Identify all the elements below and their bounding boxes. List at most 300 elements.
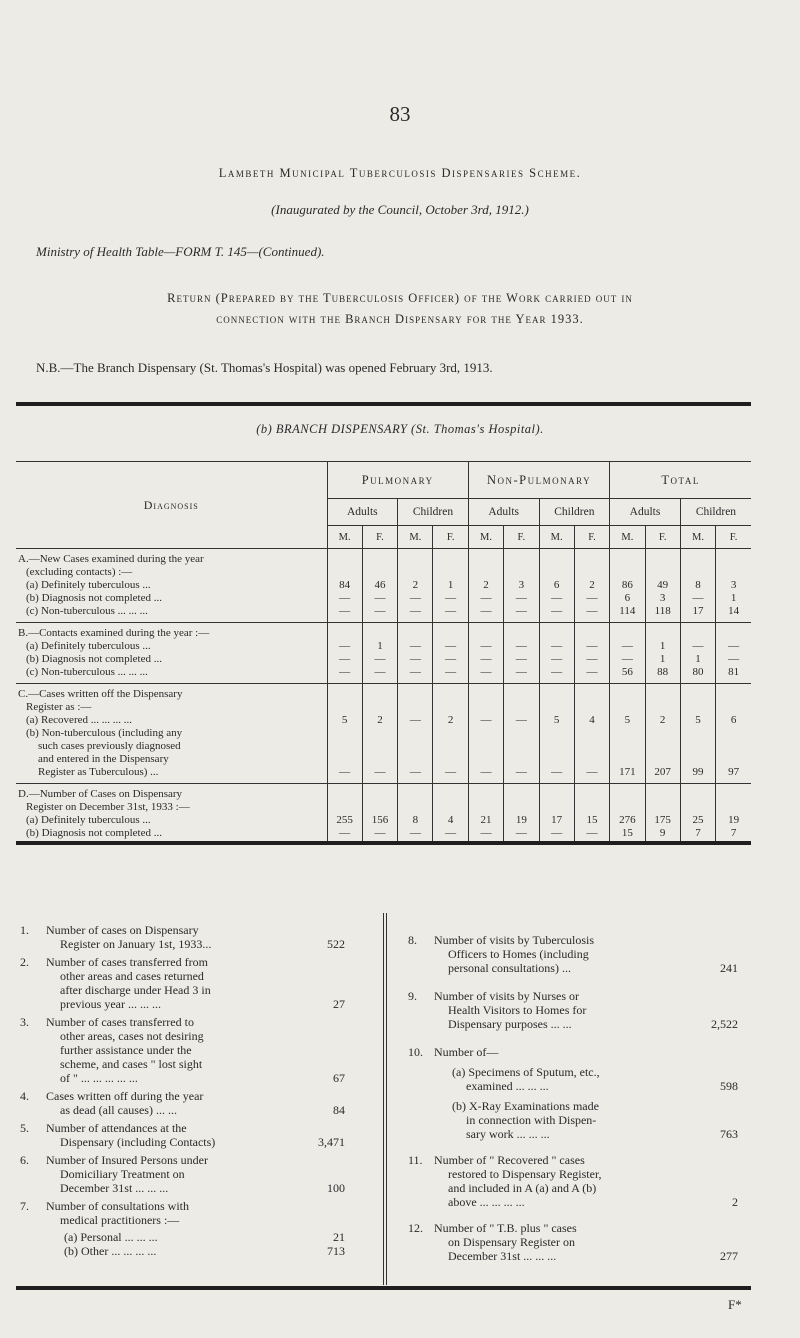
group-header-pulmonary: Pulmonary (327, 462, 468, 499)
subgroup-header: Adults (327, 499, 398, 526)
cell-value: 4 (589, 714, 595, 726)
value-cell (468, 666, 503, 684)
cell-value: — (374, 653, 386, 665)
cell-value: 5 (695, 714, 701, 726)
item-text: Number of cases transferred to (46, 1015, 194, 1029)
cell-value: 8 (412, 814, 419, 826)
document-title: Lambeth Municipal Tuberculosis Dispensaries Scheme. (218, 166, 582, 180)
item-number: 10. (408, 1045, 423, 1059)
item-number: 6. (20, 1153, 29, 1167)
cell-value: — (551, 827, 563, 839)
cell-value: 2 (659, 714, 666, 726)
value-cell (610, 623, 645, 654)
item-text: as dead (all causes) ... ... (60, 1103, 177, 1117)
value-cell (504, 727, 539, 784)
value-cell (504, 549, 539, 593)
cell-value: — (445, 653, 457, 665)
item-text: Number of " T.B. plus " cases (434, 1221, 577, 1235)
value-cell (468, 605, 503, 623)
item-number: 4. (20, 1089, 29, 1103)
summary-item (20, 1199, 370, 1227)
value-cell (716, 727, 751, 784)
cell-value: — (728, 653, 740, 665)
value-cell (610, 653, 645, 666)
row-label-cell (16, 623, 327, 654)
table-row (16, 684, 751, 728)
item-text: of " ... ... ... ... ... (60, 1071, 138, 1085)
cell-value: — (515, 714, 527, 726)
cell-value: — (374, 827, 386, 839)
value-cell (716, 684, 751, 728)
table-row (16, 784, 751, 828)
cell-value: 1 (730, 592, 737, 604)
cell-value: — (480, 605, 492, 617)
value-cell (398, 549, 433, 593)
value-cell (398, 827, 433, 843)
item-text: examined ... ... ... (466, 1079, 549, 1093)
item-text: personal consultations) ... (448, 961, 571, 975)
cell-value: — (339, 640, 351, 652)
value-cell (433, 605, 468, 623)
value-cell (574, 592, 609, 605)
table-row (16, 666, 751, 684)
cell-value: 276 (619, 814, 636, 826)
cell-value: 3 (518, 579, 525, 591)
item-text: above ... ... ... ... (448, 1195, 525, 1209)
sex-header: M. (539, 526, 574, 549)
bottom-rule (16, 1286, 751, 1290)
value-cell (645, 684, 680, 728)
value-cell (327, 549, 362, 593)
summary-item (20, 1153, 370, 1195)
value-cell (574, 827, 609, 843)
item-text: Domiciliary Treatment on (60, 1167, 185, 1181)
cell-value: — (480, 827, 492, 839)
cell-value: 1 (659, 653, 666, 665)
item-text: Health Visitors to Homes for (448, 1003, 587, 1017)
value-cell (327, 623, 362, 654)
item-value: 100 (327, 1181, 345, 1195)
cell-value: — (692, 640, 704, 652)
cell-value: 3 (730, 579, 737, 591)
item-text: (b) X-Ray Examinations made (452, 1099, 599, 1113)
value-cell (468, 592, 503, 605)
cell-value: — (409, 714, 421, 726)
cell-value: 17 (692, 605, 704, 617)
row-label-cell (16, 549, 327, 593)
cell-value: 118 (654, 605, 671, 617)
section-heading: A.—New Cases examined during the year (18, 553, 204, 565)
item-text: Number of cases on Dispensary (46, 923, 199, 937)
value-cell (539, 623, 574, 654)
value-cell (327, 784, 362, 828)
cell-value: — (409, 640, 421, 652)
value-cell (433, 827, 468, 843)
summary-item (408, 1221, 748, 1263)
item-number: 7. (20, 1199, 29, 1213)
value-cell (574, 605, 609, 623)
summary-item (20, 1230, 370, 1244)
item-value: 763 (720, 1127, 738, 1141)
item-text: December 31st ... ... ... (60, 1181, 169, 1195)
value-cell (645, 827, 680, 843)
value-cell (539, 592, 574, 605)
item-value: 2 (732, 1195, 738, 1209)
row-label: (a) Definitely tuberculous ... (26, 814, 151, 826)
value-cell (398, 592, 433, 605)
value-cell (645, 727, 680, 784)
cell-value: 1 (377, 640, 383, 652)
cell-value: — (515, 605, 527, 617)
cell-value: — (445, 666, 457, 678)
value-cell (680, 549, 715, 593)
cell-value: — (374, 666, 386, 678)
value-cell (610, 666, 645, 684)
top-rule (16, 402, 751, 406)
cell-value: 255 (336, 814, 353, 826)
cell-value: 2 (377, 714, 383, 726)
item-text: sary work ... ... ... (466, 1127, 550, 1141)
item-value: 84 (333, 1103, 345, 1117)
summary-item (20, 1089, 370, 1117)
row-label-cell (16, 666, 327, 684)
cell-value: — (374, 592, 386, 604)
sex-header: F. (362, 526, 397, 549)
value-cell (362, 653, 397, 666)
value-cell (539, 653, 574, 666)
value-cell (433, 666, 468, 684)
value-cell (433, 653, 468, 666)
summary-item (408, 933, 748, 975)
cell-value: 14 (728, 605, 740, 617)
sex-header: F. (433, 526, 468, 549)
value-cell (398, 684, 433, 728)
row-label: and entered in the Dispensary (38, 753, 169, 765)
item-number: 11. (408, 1153, 423, 1167)
value-cell (539, 549, 574, 593)
cell-value: 80 (692, 666, 704, 678)
value-cell (504, 666, 539, 684)
value-cell (362, 827, 397, 843)
cell-value: — (374, 605, 386, 617)
item-text: Register on January 1st, 1933... (60, 937, 212, 951)
cell-value: 1 (447, 579, 454, 591)
value-cell (504, 653, 539, 666)
cell-value: — (515, 640, 527, 652)
cell-value: — (621, 653, 633, 665)
cell-value: 5 (553, 714, 560, 726)
cell-value: 97 (728, 766, 740, 778)
value-cell (398, 605, 433, 623)
cell-value: — (586, 827, 598, 839)
item-text: Number of attendances at the (46, 1121, 187, 1135)
item-text: restored to Dispensary Register, (448, 1167, 602, 1181)
value-cell (539, 666, 574, 684)
table-body (16, 549, 751, 844)
value-cell (680, 727, 715, 784)
value-cell (610, 549, 645, 593)
value-cell (539, 605, 574, 623)
section-heading: D.—Number of Cases on Dispensary (18, 788, 183, 800)
cell-value: — (515, 592, 527, 604)
cell-value: — (480, 640, 492, 652)
cell-value: 7 (730, 827, 737, 839)
row-label-cell (16, 727, 327, 784)
item-text: Dispensary purposes ... ... (448, 1017, 572, 1031)
cell-value: — (692, 592, 704, 604)
item-text: scheme, and cases " lost sight (60, 1057, 203, 1071)
cell-value: 6 (730, 714, 737, 726)
value-cell (680, 653, 715, 666)
item-text: on Dispensary Register on (448, 1235, 575, 1249)
cell-value: — (586, 653, 598, 665)
value-cell (398, 623, 433, 654)
row-label-cell (16, 653, 327, 666)
value-cell (680, 827, 715, 843)
item-value: 277 (720, 1249, 738, 1263)
subgroup-header: Children (398, 499, 469, 526)
cell-value: 19 (515, 814, 527, 826)
cell-value: 6 (553, 579, 560, 591)
item-text: Number of— (434, 1045, 499, 1059)
value-cell (362, 666, 397, 684)
item-number: 9. (408, 989, 417, 1003)
value-cell (362, 684, 397, 728)
item-number: 3. (20, 1015, 29, 1029)
section-heading: Register as :— (26, 701, 92, 713)
item-number: 8. (408, 933, 417, 947)
value-cell (504, 592, 539, 605)
value-cell (610, 592, 645, 605)
cell-value: — (480, 714, 492, 726)
value-cell (468, 549, 503, 593)
cell-value: 19 (728, 814, 740, 826)
cell-value: — (339, 766, 351, 778)
value-cell (362, 592, 397, 605)
value-cell (680, 784, 715, 828)
value-cell (327, 827, 362, 843)
row-label: Register as Tuberculous) ... (38, 766, 159, 778)
row-label: (b) Diagnosis not completed ... (26, 592, 162, 604)
value-cell (539, 784, 574, 828)
item-text: Dispensary (including Contacts) (60, 1135, 216, 1149)
value-cell (574, 784, 609, 828)
value-cell (716, 549, 751, 593)
value-cell (504, 605, 539, 623)
item-text: other areas and cases returned (60, 969, 204, 983)
table-subtitle: (b) BRANCH DISPENSARY (St. Thomas's Hospital). (256, 422, 544, 436)
section-heading: Register on December 31st, 1933 :— (26, 801, 190, 813)
cell-value: 46 (374, 579, 386, 591)
value-cell (680, 684, 715, 728)
item-text: Number of cases transferred from (46, 955, 208, 969)
item-text: previous year ... ... ... (60, 997, 161, 1011)
row-label: (a) Definitely tuberculous ... (26, 640, 151, 652)
cell-value: 2 (589, 579, 595, 591)
value-cell (680, 605, 715, 623)
value-cell (468, 827, 503, 843)
summary-item (20, 1015, 370, 1085)
table-row (16, 592, 751, 605)
cell-value: — (621, 640, 633, 652)
cell-value: 171 (619, 766, 636, 778)
cell-value: — (445, 640, 457, 652)
row-label-cell (16, 592, 327, 605)
item-text: Number of consultations with (46, 1199, 189, 1213)
cell-value: — (551, 640, 563, 652)
item-value: 67 (333, 1071, 345, 1085)
item-text: Number of visits by Nurses or (434, 989, 579, 1003)
value-cell (362, 623, 397, 654)
value-cell (504, 784, 539, 828)
item-text: after discharge under Head 3 in (60, 983, 211, 997)
cell-value: — (445, 827, 457, 839)
item-value: 3,471 (318, 1135, 345, 1149)
item-value: 2,522 (711, 1017, 738, 1031)
cell-value: 4 (447, 814, 454, 826)
value-cell (716, 605, 751, 623)
ministry-table-reference: Ministry of Health Table—FORM T. 145—(Continued). (36, 244, 325, 259)
value-cell (574, 727, 609, 784)
group-header-total: Total (610, 462, 751, 499)
value-cell (574, 666, 609, 684)
row-label-cell (16, 684, 327, 728)
summary-footer (16, 913, 751, 1287)
value-cell (645, 549, 680, 593)
value-cell (716, 784, 751, 828)
cell-value: 2 (447, 714, 454, 726)
value-cell (539, 727, 574, 784)
item-text: Number of " Recovered " cases (434, 1153, 585, 1167)
subgroup-header: Adults (468, 499, 539, 526)
cell-value: — (551, 653, 563, 665)
summary-item (20, 1244, 370, 1258)
value-cell (327, 727, 362, 784)
cell-value: — (409, 592, 421, 604)
table-row (16, 827, 751, 843)
cell-value: — (515, 827, 527, 839)
summary-item (20, 955, 370, 1011)
value-cell (433, 784, 468, 828)
value-cell (645, 592, 680, 605)
signature-mark: F* (728, 1297, 742, 1312)
cell-value: 8 (695, 579, 701, 591)
cell-value: — (728, 640, 740, 652)
cell-value: 2 (483, 579, 489, 591)
cell-value: 6 (624, 592, 631, 604)
item-value: 21 (333, 1230, 345, 1244)
value-cell (680, 623, 715, 654)
summary-item (408, 1153, 748, 1209)
value-cell (680, 666, 715, 684)
item-text: (a) Personal ... ... ... (64, 1230, 158, 1244)
value-cell (362, 727, 397, 784)
sex-header: M. (398, 526, 433, 549)
summary-item (408, 989, 748, 1031)
value-cell (610, 684, 645, 728)
diagnosis-table (16, 461, 751, 845)
item-value: 713 (327, 1244, 345, 1258)
row-label: (a) Definitely tuberculous ... (26, 579, 151, 591)
value-cell (645, 605, 680, 623)
table-row (16, 549, 751, 593)
cell-value: — (480, 766, 492, 778)
cell-value: 1 (659, 640, 666, 652)
footer-column-divider (383, 913, 387, 1285)
cell-value: 49 (657, 579, 669, 591)
page-number: 83 (389, 102, 411, 126)
value-cell (716, 653, 751, 666)
row-label: (b) Non-tuberculous (including any (26, 727, 183, 739)
cell-value: — (515, 666, 527, 678)
cell-value: — (409, 605, 421, 617)
value-cell (398, 666, 433, 684)
value-cell (327, 666, 362, 684)
value-cell (574, 549, 609, 593)
item-text: December 31st ... ... ... (448, 1249, 557, 1263)
cell-value: 1 (695, 653, 701, 665)
sex-header: M. (680, 526, 715, 549)
row-label: (b) Diagnosis not completed ... (26, 653, 162, 665)
cell-value: — (551, 605, 563, 617)
value-cell (539, 684, 574, 728)
value-cell (468, 653, 503, 666)
value-cell (716, 623, 751, 654)
value-cell (362, 605, 397, 623)
inauguration-note: (Inaugurated by the Council, October 3rd, 1912.) (271, 202, 529, 217)
item-value: 598 (720, 1079, 738, 1093)
cell-value: — (586, 640, 598, 652)
row-label: such cases previously diagnosed (38, 740, 181, 752)
cell-value: 156 (371, 814, 389, 826)
cell-value: 84 (339, 579, 351, 591)
cell-value: — (409, 766, 421, 778)
cell-value: 9 (659, 827, 666, 839)
cell-value: — (586, 605, 598, 617)
value-cell (398, 727, 433, 784)
value-cell (574, 623, 609, 654)
value-cell (327, 605, 362, 623)
sex-header: F. (504, 526, 539, 549)
item-text: and included in A (a) and A (b) (448, 1181, 597, 1195)
section-heading: C.—Cases written off the Dispensary (18, 688, 183, 700)
summary-item (408, 1099, 748, 1141)
value-cell (610, 727, 645, 784)
sex-header: F. (716, 526, 751, 549)
item-text: (a) Specimens of Sputum, etc., (452, 1065, 600, 1079)
value-cell (433, 684, 468, 728)
cell-value: 25 (692, 814, 704, 826)
value-cell (468, 684, 503, 728)
value-cell (327, 653, 362, 666)
cell-value: — (409, 666, 421, 678)
value-cell (362, 784, 397, 828)
value-cell (716, 592, 751, 605)
cell-value: — (480, 666, 492, 678)
value-cell (645, 666, 680, 684)
item-number: 2. (20, 955, 29, 969)
cell-value: 99 (692, 766, 704, 778)
value-cell (645, 784, 680, 828)
cell-value: 114 (619, 605, 636, 617)
table-row (16, 605, 751, 623)
cell-value: — (551, 666, 563, 678)
cell-value: 3 (659, 592, 666, 604)
item-number: 5. (20, 1121, 29, 1135)
summary-item (408, 1045, 748, 1059)
cell-value: 81 (728, 666, 740, 678)
cell-value: 86 (621, 579, 633, 591)
